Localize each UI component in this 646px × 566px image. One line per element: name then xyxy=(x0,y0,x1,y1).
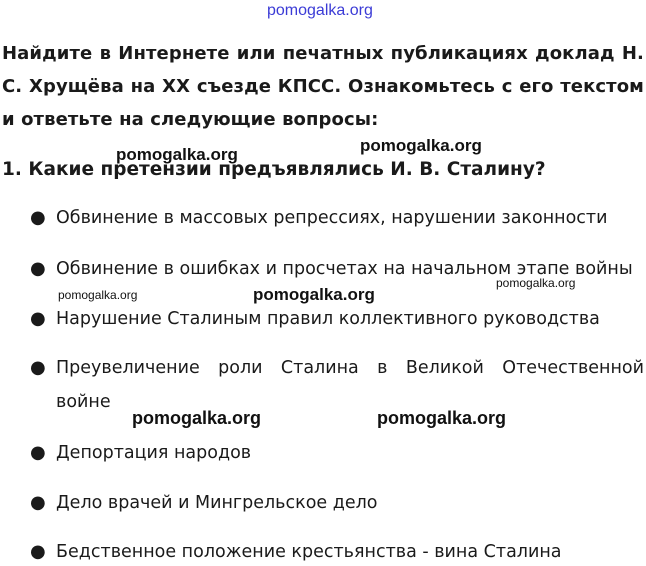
watermark-top: pomogalka.org xyxy=(267,2,373,19)
list-item: Дело врачей и Мингрельское дело xyxy=(56,493,378,513)
list-item-line1: Преувеличение роли Сталина в Великой Отечественной xyxy=(56,358,644,378)
watermark-7: pomogalka.org xyxy=(377,408,507,428)
bullet-icon: ● xyxy=(30,442,46,463)
bullet-icon: ● xyxy=(30,207,46,228)
bullet-icon: ● xyxy=(30,357,46,378)
watermark-4: pomogalka.org xyxy=(253,285,375,304)
list-item: Обвинение в ошибках и просчетах на начальном этапе войны xyxy=(56,259,633,279)
bullet-icon: ● xyxy=(30,492,46,513)
list-item: Депортация народов xyxy=(56,443,252,463)
list-item: Обвинение в массовых репрессиях, нарушении законности xyxy=(56,208,608,228)
watermark-6: pomogalka.org xyxy=(132,408,262,428)
bullet-icon: ● xyxy=(30,258,46,279)
list-item xyxy=(56,354,644,416)
question-heading: 1. Какие претензии предъявлялись И. В. Сталину? xyxy=(2,159,546,180)
watermark-1: pomogalka.org xyxy=(116,145,238,164)
bullet-icon: ● xyxy=(30,308,46,329)
task-text: Найдите в Интернете или печатных публикациях доклад Н. С. Хрущёва на XX съезде КПСС. Ознакомьтесь с его текстом и ответьте на следующие вопросы: xyxy=(2,43,644,130)
list-item: Бедственное положение крестьянства - вина Сталина xyxy=(56,542,562,562)
watermark-3: pomogalka.org xyxy=(58,288,138,302)
watermark-5: pomogalka.org xyxy=(496,276,576,290)
list-item: Нарушение Сталиным правил коллективного руководства xyxy=(56,309,600,329)
bullet-icon: ● xyxy=(30,541,46,562)
watermark-2: pomogalka.org xyxy=(360,136,482,155)
list-item-line2: войне xyxy=(56,392,111,412)
